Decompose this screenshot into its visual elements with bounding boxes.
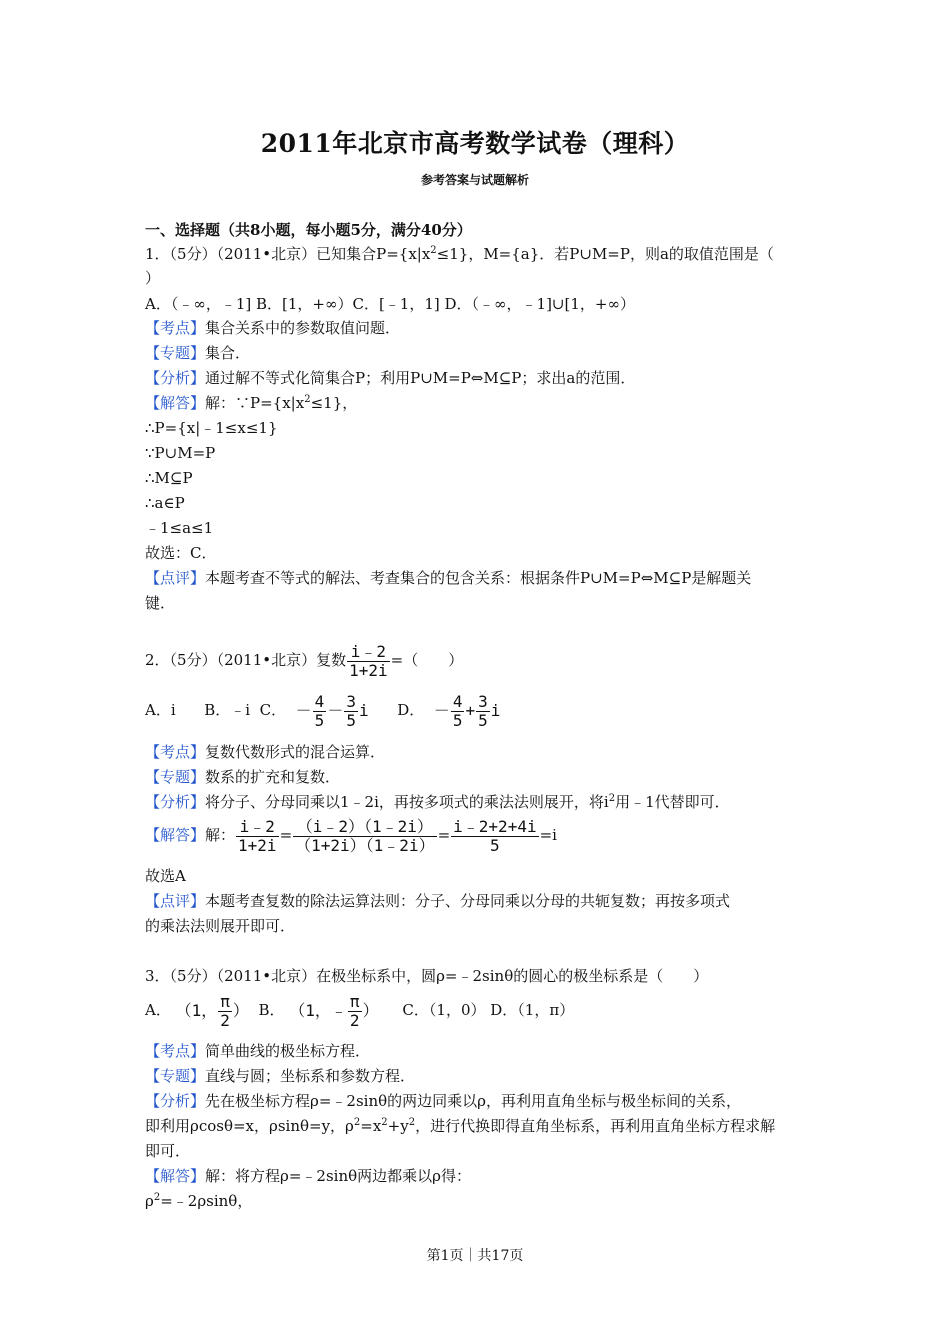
q1-kaodian: 【考点】集合关系中的参数取值问题． — [145, 319, 401, 337]
section-heading: 一、选择题（共8小题，每小题5分，满分40分） — [145, 221, 472, 239]
q3-jieda: 【解答】解：将方程ρ=﹣2sinθ两边都乘以ρ得： — [145, 1167, 471, 1185]
q1-dianping: 【点评】本题考查不等式的解法、考查集合的包含关系：根据条件P∪M=P⇔M⊆P是解题关 — [145, 569, 752, 587]
q1-options: A．（﹣∞，﹣1] B．[1，+∞）C．[﹣1，1] D．（﹣∞，﹣1]∪[1，+∞） — [145, 295, 635, 313]
q2-kaodian: 【考点】复数代数形式的混合运算． — [145, 743, 386, 761]
q1-step-3: ∴M⊆P — [145, 469, 193, 487]
q1-choose: 故选：C． — [145, 544, 217, 562]
q2-options: A．i B．﹣i C． － $\frac{4}{5}$ － $\frac{3}{5}$ i D． － $\frac{4}{5}$ + $\frac{3}{5}$ i — [145, 691, 501, 730]
page-subtitle: 参考答案与试题解析 — [420, 173, 529, 187]
q3-step-1: $\rho^2=﹣2\rho\sin\theta$， — [145, 1192, 253, 1210]
q2-zhuanti: 【专题】数系的扩充和复数． — [145, 768, 341, 786]
q1-stem-close: ） — [145, 269, 161, 287]
q2-fraction: $\frac{i﹣2}{1+2i}$ — [349, 641, 388, 680]
q3-fenxi: 【分析】先在极坐标方程ρ=﹣2sinθ的两边同乘以ρ，再利用直角坐标与极坐标间的关系， — [145, 1092, 741, 1110]
q1-step-4: ∴a∈P — [145, 494, 185, 512]
page-title: 2011年北京市高考数学试卷（理科） — [260, 129, 690, 158]
q2-fenxi: 【分析】将分子、分母同乘以1﹣2i，再按多项式的乘法法则展开，将$i^2$用﹣1代替即可． — [145, 793, 730, 811]
q3-options: A． （1， $\frac{\pi}{2}$ ） B． （1，﹣ $\frac{\pi}{2}$ ） C．（1，0） D．（1，π） — [145, 991, 575, 1030]
q2-stem: 2．（5分）（2011•北京）复数 $\frac{i﹣2}{1+2i}$ =（ ） — [145, 641, 464, 680]
q1-step-5: ﹣1≤a≤1 — [145, 519, 214, 537]
q1-fenxi: 【分析】通过解不等式化简集合P；利用P∪M=P⇔M⊆P；求出a的范围． — [145, 369, 636, 387]
q1-dianping-cont: 键． — [145, 594, 176, 612]
q3-fenxi-cont-1: 即利用ρcosθ=x，ρsinθ=y，$\rho^2=x^2+y^2$，进行代换即得直角坐标系，再利用直角坐标方程求解 — [145, 1117, 776, 1135]
q2-choose: 故选A — [145, 867, 186, 885]
q3-stem: 3．（5分）（2011•北京）在极坐标系中，圆ρ=﹣2sinθ的圆心的极坐标系是（ ） — [145, 967, 709, 985]
q1-stem: 1．（5分）（2011•北京）已知集合$P=\{x|x^2\le 1\}$，M={a}．若P∪M=P，则a的取值范围是（ — [145, 245, 774, 263]
q2-dianping-cont: 的乘法法则展开即可． — [145, 917, 296, 935]
q2-jieda: 【解答】解： $\frac{i﹣2}{1+2i}$ = $\frac{(i﹣2)(1﹣2i)}{(1+2i)(1﹣2i)}$ = $\frac{i﹣2+2+4i}{5}$ =i — [145, 816, 557, 855]
q1-zhuanti: 【专题】集合． — [145, 344, 251, 362]
q1-jieda: 【解答】解：$\because P=\{x|x^2\le 1\}$， — [145, 394, 358, 412]
q1-step-1: ∴P={x|﹣1≤x≤1} — [145, 419, 278, 437]
q1-step-2: ∵P∪M=P — [145, 444, 216, 462]
q3-zhuanti: 【专题】直线与圆；坐标系和参数方程． — [145, 1067, 416, 1085]
page-footer: 第1页｜共17页 — [426, 1248, 524, 1264]
q3-kaodian: 【考点】简单曲线的极坐标方程． — [145, 1042, 371, 1060]
q3-fenxi-cont-2: 即可． — [145, 1142, 191, 1160]
q2-dianping: 【点评】本题考查复数的除法运算法则：分子、分母同乘以分母的共轭复数；再按多项式 — [145, 892, 731, 910]
